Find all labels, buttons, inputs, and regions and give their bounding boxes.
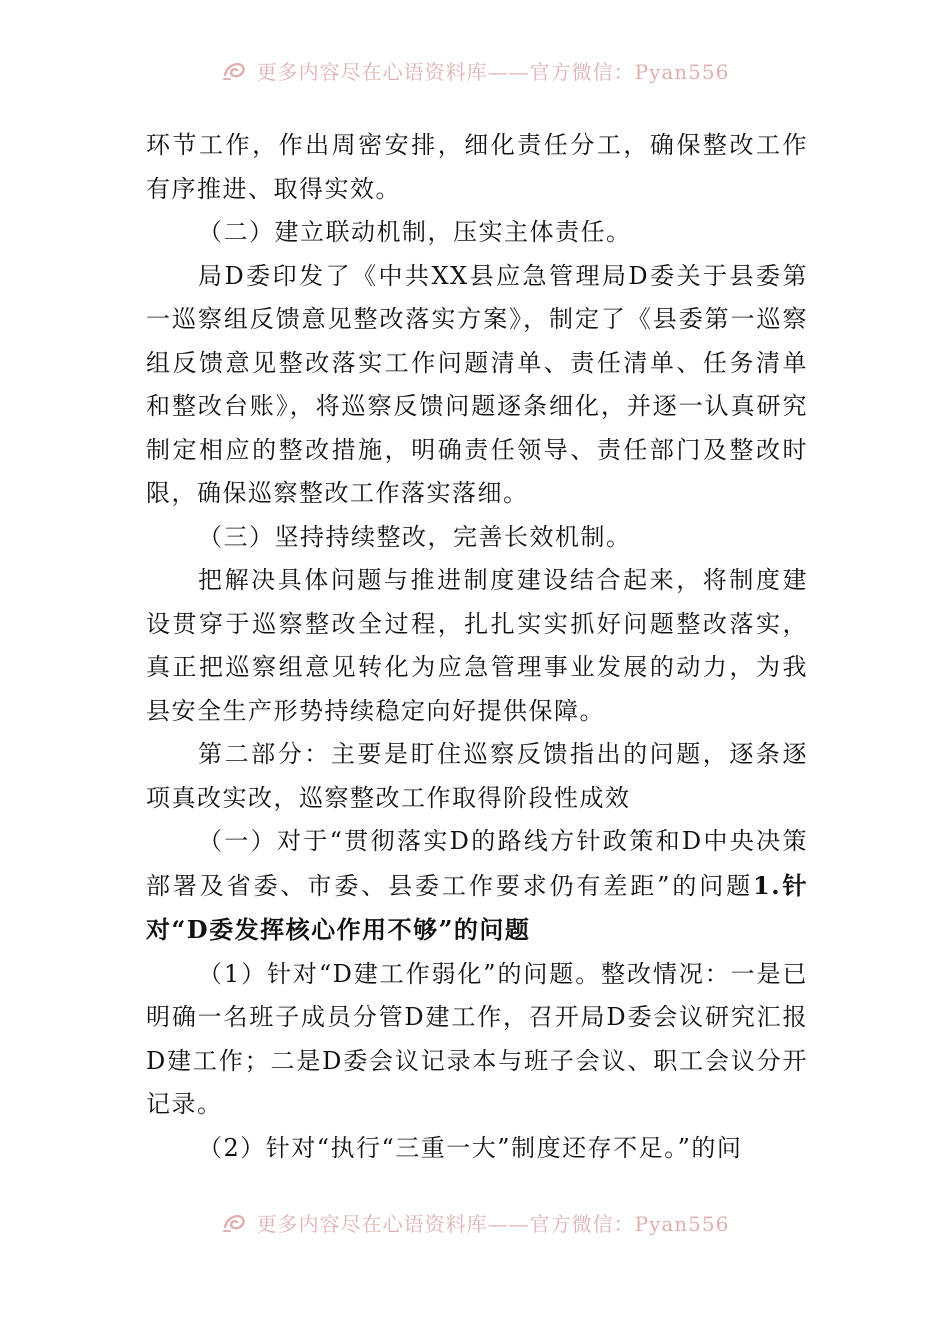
swirl-logo-icon — [221, 1209, 247, 1235]
watermark-header — [0, 50, 950, 90]
paragraph-issue-one — [146, 820, 808, 953]
paragraph-continuation: 环节工作，作出周密安排，细化责任分工，确保整改工作有序推进、取得实效。 — [146, 131, 808, 203]
watermark-text: 更多内容尽在心语资料库——官方微信：Pyan556 — [256, 1211, 730, 1236]
paragraph-long-term-mechanism: 把解决具体问题与推进制度建设结合起来，将制度建设贯穿于巡察整改全过程，扎扎实实抓好问题整改落实，真正把巡察组意见转化为应急管理事业发展的动力，为我县安全生产形势持续稳定向好提供保障。 — [146, 566, 808, 725]
watermark-footer — [0, 1202, 950, 1242]
watermark-text: 更多内容尽在心语资料库——官方微信：Pyan556 — [256, 59, 730, 84]
issue-one-text: （一）对于“贯彻落实D的路线方针政策和D中央决策部署及省委、市委、县委工作要求仍有差距”的问题 — [146, 827, 808, 900]
heading-section-3: （三）坚持持续整改，完善长效机制。 — [198, 522, 632, 551]
swirl-logo-icon — [221, 57, 247, 83]
heading-part-two: 第二部分：主要是盯住巡察反馈指出的问题，逐条逐项真改实改，巡察整改工作取得阶段性成效 — [146, 740, 808, 812]
heading-section-2: （二）建立联动机制，压实主体责任。 — [198, 218, 632, 246]
paragraph-item-2: （2）针对“执行“三重一大”制度还存不足。”的问 — [198, 1133, 743, 1162]
issue-one-bold-heading: 1.针对“D委发挥核心作用不够”的问题 — [146, 870, 808, 944]
document-body — [146, 124, 808, 1170]
paragraph-item-1: （1）针对“D建工作弱化”的问题。整改情况：一是已明确一名班子成员分管D建工作，召开局D委会议研究汇报D建工作；二是D委会议记录本与班子会议、职工会议分开记录。 — [146, 959, 808, 1118]
paragraph-linkage-mechanism: 局D委印发了《中共XX县应急管理局D委关于县委第一巡察组反馈意见整改落实方案》，制定了《县委第一巡察组反馈意见整改落实工作问题清单、责任清单、任务清单和整改台账》，将巡察反馈问题逐条细化，并逐一认真研究制定相应的整改措施，明确责任领导、责任部门及整改时限，确保巡察整改工作落实落细。 — [146, 261, 808, 507]
